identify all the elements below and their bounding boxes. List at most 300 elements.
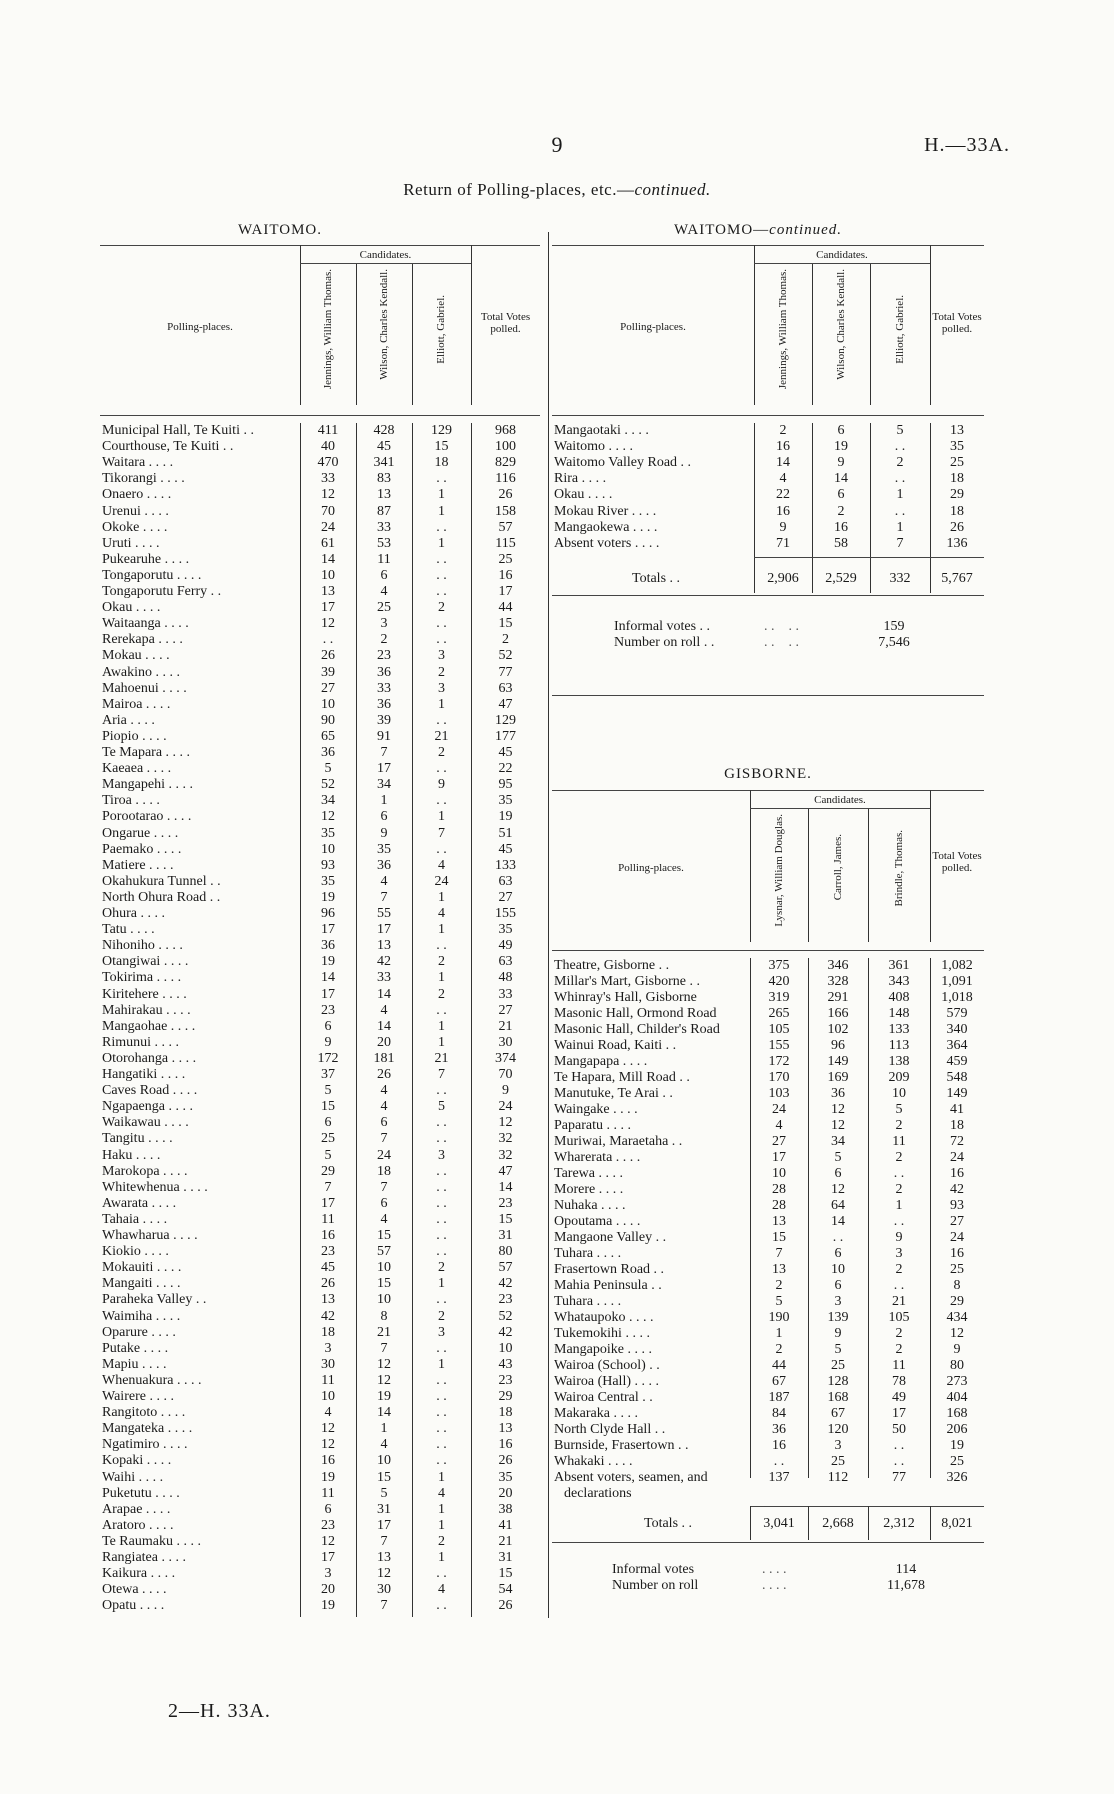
waitomo-votes-cell: 14 (377, 1018, 391, 1034)
waitomo-votes-cell: 172 (317, 1050, 339, 1066)
waitomo-cont-votes-cell: 1 (896, 487, 904, 503)
waitomo-total-cell: 52 (498, 1308, 513, 1324)
waitomo-votes-cell: 4 (380, 1437, 388, 1453)
gisborne-votes-cell: 10 (831, 1262, 845, 1277)
gisborne-row (552, 1038, 984, 1054)
column-divider (548, 232, 549, 1618)
gisborne-votes-cell: 36 (772, 1422, 786, 1437)
page-footer: 2—H. 33A. (168, 1700, 271, 1722)
waitomo-total-cell: 968 (495, 423, 516, 438)
gisborne-row (552, 1342, 984, 1358)
waitomo-place-name: Puketutu . . . . (102, 1485, 180, 1501)
waitomo-votes-cell: 45 (377, 439, 391, 455)
waitomo-place-name: Aria . . . . (102, 712, 155, 728)
gisborne-place-name: Mahia Peninsula . . (554, 1278, 662, 1293)
waitomo-place-name: Hangatiki . . . . (102, 1067, 186, 1082)
waitomo-votes-cell: 3 (438, 1324, 445, 1340)
waitomo-cont-votes-cell: 71 (776, 535, 790, 551)
gisborne-place-name: Paparatu . . . . (554, 1118, 631, 1133)
gisborne-place-name: Tukemokihi . . . . (554, 1326, 650, 1341)
waitomo-votes-cell: 57 (377, 1244, 391, 1260)
waitomo-place-name: Mokauiti . . . . (102, 1260, 182, 1276)
waitomo-row (100, 729, 540, 745)
waitomo-place-name: Waihi . . . . (102, 1469, 164, 1485)
waitomo-row (100, 1518, 540, 1534)
waitomo-votes-cell: 96 (321, 906, 335, 921)
waitomo-row (100, 1196, 540, 1212)
waitomo-votes-cell: 12 (377, 1356, 391, 1372)
waitomo-votes-cell: 1 (438, 1517, 445, 1533)
gisborne-votes-cell: 11 (892, 1134, 906, 1149)
waitomo-votes-cell: 3 (438, 1147, 445, 1163)
gisborne-votes-cell: 133 (888, 1022, 910, 1037)
waitomo-votes-cell: 5 (324, 761, 332, 777)
waitomo-votes-cell: 34 (321, 793, 335, 809)
waitomo-place-name: Haku . . . . (102, 1147, 161, 1163)
gisborne-votes-cell: 25 (831, 1358, 845, 1373)
waitomo-cont-row (552, 423, 984, 439)
gisborne-row (552, 974, 984, 990)
gisborne-total-cell: 42 (950, 1182, 964, 1197)
waitomo-votes-cell: 4 (380, 873, 388, 889)
waitomo-total-cell: 17 (498, 584, 513, 599)
waitomo-votes-cell: 33 (377, 970, 391, 986)
waitomo-place-name: Rangitoto . . . . (102, 1405, 186, 1421)
waitomo-row (100, 1325, 540, 1341)
waitomo-place-name: Waimiha . . . . (102, 1308, 181, 1324)
title-continued: continued. (634, 180, 711, 199)
waitomo-votes-cell: 61 (321, 535, 335, 551)
waitomo-place-name: Te Mapara . . . . (102, 745, 191, 760)
waitomo-votes-cell: 35 (321, 825, 335, 841)
waitomo-votes-cell: . . (436, 551, 447, 567)
waitomo-cont-totals-label: Totals . . (632, 571, 681, 586)
waitomo-votes-cell: 90 (321, 712, 335, 728)
page-number: 9 (551, 132, 563, 157)
waitomo-header (100, 245, 540, 405)
gisborne-total-cell: 459 (946, 1054, 968, 1069)
waitomo-votes-cell: 7 (380, 1131, 388, 1147)
waitomo-votes-cell: 2 (438, 986, 445, 1002)
gisborne-row (552, 1230, 984, 1246)
waitomo-votes-cell: 3 (438, 680, 445, 696)
waitomo-cont-votes-cell: 6 (837, 423, 845, 438)
waitomo-cont-place-name: Okau . . . . (554, 487, 613, 503)
waitomo-cand1-header: Jennings, William Thomas. (321, 269, 334, 390)
waitomo-row (100, 809, 540, 825)
gisborne-place-name: Wairoa (Hall) . . . . (554, 1374, 659, 1389)
waitomo-cont-heading-text: WAITOMO— (673, 222, 770, 238)
waitomo-total-cell: 15 (498, 1211, 513, 1227)
waitomo-total-cell: 80 (498, 1244, 513, 1260)
waitomo-cont-place-name: Rira . . . . (554, 471, 607, 487)
gisborne-votes-cell: 1 (775, 1326, 783, 1341)
gisborne-votes-cell: 3 (895, 1246, 903, 1261)
waitomo-total-cell: 27 (498, 1002, 513, 1018)
waitomo-votes-cell: 35 (321, 873, 335, 889)
waitomo-total-cell: 115 (495, 535, 516, 551)
waitomo-votes-cell: 9 (438, 777, 445, 793)
gisborne-absent-cand3: 77 (892, 1470, 906, 1485)
gisborne-place-name: Tarewa . . . . (554, 1166, 623, 1181)
gisborne-total-cell: 206 (946, 1422, 968, 1437)
waitomo-votes-cell: 4 (438, 1485, 445, 1501)
waitomo-votes-cell: 13 (321, 584, 335, 599)
waitomo-cont-votes-cell: 22 (776, 487, 790, 503)
waitomo-table (100, 245, 540, 1614)
gisborne-votes-cell: 166 (827, 1006, 849, 1021)
waitomo-cont-votes-cell: 16 (776, 503, 790, 519)
waitomo-total-cell: 20 (498, 1485, 513, 1501)
waitomo-votes-cell: 17 (321, 1195, 335, 1211)
gisborne-votes-cell: 2 (775, 1342, 783, 1357)
waitomo-total-cell: 35 (498, 922, 513, 938)
waitomo-cont-votes-cell: 19 (834, 439, 848, 455)
waitomo-votes-cell: 5 (380, 1485, 388, 1501)
gisborne-votes-cell: 16 (772, 1438, 786, 1453)
waitomo-votes-cell: 4 (380, 584, 388, 599)
waitomo-cont-total-cand3: 332 (889, 571, 911, 586)
waitomo-votes-cell: . . (436, 1131, 447, 1147)
waitomo-row (100, 1453, 540, 1469)
gisborne-votes-cell: 15 (772, 1230, 786, 1245)
waitomo-votes-cell: 12 (321, 1421, 335, 1437)
waitomo-votes-cell: 23 (321, 1244, 335, 1260)
gisborne-votes-cell: 187 (768, 1390, 790, 1405)
waitomo-row (100, 520, 540, 536)
waitomo-votes-cell: . . (436, 1083, 447, 1099)
gisborne-votes-cell: 2 (775, 1278, 783, 1293)
waitomo-votes-cell: 19 (377, 1389, 391, 1404)
waitomo-votes-cell: 18 (434, 455, 449, 471)
gisborne-row (552, 958, 984, 974)
gisborne-votes-cell: 7 (775, 1246, 783, 1261)
page-title (0, 180, 1114, 200)
waitomo-place-name: Mokau . . . . (102, 648, 170, 664)
waitomo-votes-cell: 15 (377, 1469, 391, 1485)
waitomo-votes-cell: 26 (377, 1067, 391, 1082)
waitomo-place-name: Pukearuhe . . . . (102, 551, 190, 567)
waitomo-cont-total-cell: 26 (950, 519, 964, 535)
waitomo-votes-cell: 411 (317, 423, 339, 438)
waitomo-votes-cell: 24 (321, 519, 335, 535)
waitomo-votes-cell: . . (436, 1372, 447, 1388)
waitomo-total-cell: 57 (498, 1260, 513, 1276)
waitomo-cont-place-name: Mangaotaki . . . . (554, 423, 649, 438)
waitomo-votes-cell: 40 (321, 439, 335, 455)
gisborne-place-name: Wainui Road, Kaiti . . (554, 1038, 677, 1053)
waitomo-votes-cell: . . (436, 1453, 447, 1469)
waitomo-row (100, 1067, 540, 1083)
waitomo-votes-cell: 21 (434, 1050, 449, 1066)
gisborne-total-cell: 16 (950, 1246, 964, 1261)
gisborne-place-name: Wharerata . . . . (554, 1150, 641, 1165)
gisborne-votes-cell: 34 (831, 1134, 845, 1149)
gisborne-votes-cell: 13 (772, 1262, 786, 1277)
waitomo-votes-cell: . . (436, 632, 447, 648)
waitomo-place-name: Courthouse, Te Kuiti . . (102, 439, 234, 455)
gisborne-total-cell: 27 (950, 1214, 964, 1229)
waitomo-votes-cell: 19 (321, 889, 335, 905)
waitomo-votes-cell: 7 (380, 1179, 388, 1195)
waitomo-votes-cell: . . (436, 1195, 447, 1211)
waitomo-row (100, 455, 540, 471)
waitomo-votes-cell: . . (436, 1389, 447, 1404)
waitomo-total-cell: 32 (498, 1131, 513, 1147)
gisborne-votes-cell: 27 (772, 1134, 786, 1149)
waitomo-place-name: Arapae . . . . (102, 1501, 171, 1517)
waitomo-row (100, 1534, 540, 1550)
waitomo-votes-cell: 14 (377, 986, 391, 1002)
waitomo-votes-cell: 20 (377, 1034, 391, 1050)
waitomo-row (100, 584, 540, 600)
gisborne-votes-cell: 2 (895, 1262, 903, 1277)
gisborne-row (552, 1118, 984, 1134)
waitomo-votes-cell: 6 (380, 1115, 388, 1131)
gisborne-place-name: Theatre, Gisborne . . (554, 958, 670, 973)
waitomo-row (100, 1164, 540, 1180)
waitomo-total-cell: 45 (498, 745, 513, 760)
waitomo-place-name: Opatu . . . . (102, 1598, 165, 1614)
waitomo-votes-cell: 12 (377, 1566, 391, 1582)
waitomo-votes-cell: 10 (377, 1260, 391, 1276)
waitomo-row (100, 1003, 540, 1019)
waitomo-votes-cell: 2 (380, 632, 388, 648)
waitomo-row (100, 890, 540, 906)
waitomo-votes-cell: 9 (380, 825, 388, 841)
waitomo-cont-votes-cell: 2 (837, 503, 845, 519)
waitomo-row (100, 1292, 540, 1308)
waitomo-total-cell: 18 (498, 1405, 513, 1421)
gisborne-place-name: Whataupoko . . . . (554, 1310, 654, 1325)
waitomo-votes-cell: 27 (321, 680, 335, 696)
waitomo-votes-cell: . . (436, 1228, 447, 1243)
gisborne-votes-cell: 1 (895, 1198, 903, 1213)
gisborne-total-header: Total Votes polled. (932, 850, 982, 874)
waitomo-cont-cand2-header: Wilson, Charles Kendall. (834, 269, 847, 380)
waitomo-cont-votes-cell: 5 (896, 423, 904, 438)
gisborne-row (552, 1358, 984, 1374)
waitomo-cont-votes-cell: 14 (834, 471, 848, 487)
waitomo-row (100, 1421, 540, 1437)
gisborne-place-name: Muriwai, Maraetaha . . (554, 1134, 683, 1149)
waitomo-votes-cell: 12 (321, 487, 335, 503)
waitomo-cont-votes-cell: 14 (776, 455, 790, 471)
waitomo-votes-cell: 8 (380, 1308, 388, 1324)
waitomo-votes-cell: . . (436, 1163, 447, 1179)
waitomo-row (100, 745, 540, 761)
waitomo-row (100, 681, 540, 697)
gisborne-votes-cell: 149 (827, 1054, 849, 1069)
waitomo-row (100, 616, 540, 632)
waitomo-cont-place-name: Mangaokewa . . . . (554, 519, 658, 535)
waitomo-votes-cell: 1 (438, 922, 445, 938)
waitomo-votes-cell: . . (436, 1292, 447, 1308)
gisborne-row (552, 1070, 984, 1086)
gisborne-votes-cell: 28 (772, 1182, 786, 1197)
waitomo-votes-cell: 17 (377, 1517, 391, 1533)
waitomo-votes-cell: 17 (321, 1550, 335, 1565)
gisborne-place-name: Opoutama . . . . (554, 1214, 641, 1229)
waitomo-row (100, 665, 540, 681)
waitomo-total-cell: 9 (502, 1083, 509, 1099)
gisborne-roll-row (612, 1578, 984, 1594)
waitomo-votes-cell: 11 (377, 551, 391, 567)
waitomo-total-cell: 155 (495, 906, 516, 921)
waitomo-total-cell: 116 (495, 471, 516, 487)
gisborne-row (552, 1406, 984, 1422)
waitomo-votes-cell: 17 (321, 600, 335, 616)
waitomo-row (100, 1341, 540, 1357)
waitomo-place-name: Okau . . . . (102, 600, 161, 616)
waitomo-votes-cell: 1 (438, 889, 445, 905)
gisborne-votes-cell: 3 (834, 1294, 842, 1309)
waitomo-votes-cell: 6 (380, 1195, 388, 1211)
gisborne-votes-cell: 5 (834, 1150, 842, 1165)
waitomo-votes-cell: 12 (321, 1533, 335, 1549)
waitomo-votes-cell: . . (436, 1244, 447, 1260)
gisborne-place-name: Tuhara . . . . (554, 1294, 622, 1309)
gisborne-row (552, 1182, 984, 1198)
waitomo-votes-cell: 30 (377, 1582, 391, 1598)
waitomo-total-cell: 23 (498, 1195, 513, 1211)
waitomo-votes-cell: 24 (377, 1147, 391, 1163)
waitomo-votes-cell: . . (436, 938, 447, 954)
waitomo-cont-total-cell: 18 (950, 503, 964, 519)
waitomo-total-cell: 31 (498, 1228, 513, 1243)
gisborne-total-cand2: 2,668 (822, 1516, 854, 1531)
waitomo-votes-cell: 25 (321, 1131, 335, 1147)
gisborne-votes-cell: 17 (892, 1406, 906, 1421)
waitomo-votes-cell: 19 (321, 1598, 335, 1614)
waitomo-votes-cell: 16 (321, 1228, 335, 1243)
waitomo-votes-cell: . . (436, 1405, 447, 1421)
waitomo-row (100, 1099, 540, 1115)
waitomo-votes-cell: 52 (321, 777, 335, 793)
waitomo-votes-cell: 55 (377, 906, 391, 921)
waitomo-total-cell: 51 (498, 825, 513, 841)
gisborne-place-name: Burnside, Frasertown . . (554, 1438, 689, 1453)
waitomo-total-cell: 29 (498, 1389, 513, 1404)
gisborne-votes-cell: 113 (888, 1038, 910, 1053)
waitomo-votes-cell: 10 (377, 1453, 391, 1469)
waitomo-row (100, 1598, 540, 1614)
gisborne-votes-cell: 11 (892, 1358, 906, 1373)
gisborne-votes-cell: 14 (831, 1214, 845, 1229)
waitomo-cont-roll-value: 7,546 (878, 635, 910, 650)
waitomo-row (100, 1148, 540, 1164)
waitomo-votes-cell: . . (322, 632, 334, 648)
waitomo-votes-cell: 11 (321, 1372, 335, 1388)
waitomo-row (100, 1051, 540, 1067)
gisborne-total-cell: 93 (950, 1198, 964, 1213)
waitomo-votes-cell: 2 (438, 1260, 445, 1276)
waitomo-votes-cell: 6 (380, 809, 388, 825)
gisborne-row (552, 1054, 984, 1070)
waitomo-votes-cell: 87 (377, 503, 391, 519)
waitomo-votes-cell: 23 (321, 1002, 335, 1018)
gisborne-informal-label: Informal votes (612, 1562, 695, 1577)
waitomo-cont-total-cell: 136 (946, 535, 968, 551)
waitomo-votes-cell: . . (436, 616, 447, 632)
waitomo-votes-cell: . . (436, 471, 447, 487)
waitomo-votes-cell: 1 (438, 535, 445, 551)
waitomo-votes-cell: 15 (321, 1099, 335, 1115)
waitomo-votes-cell: . . (436, 1598, 447, 1614)
waitomo-votes-cell: 5 (324, 1083, 332, 1099)
waitomo-cont-heading-italic: continued. (769, 222, 843, 238)
gisborne-votes-cell: 319 (768, 990, 790, 1005)
waitomo-cont-total-cand1: 2,906 (767, 571, 799, 586)
gisborne-votes-cell: 96 (831, 1038, 845, 1053)
waitomo-row (100, 1502, 540, 1518)
waitomo-place-name: Rangiatea . . . . (102, 1550, 186, 1565)
waitomo-votes-cell: 1 (438, 1276, 445, 1292)
waitomo-votes-cell: . . (436, 567, 447, 583)
waitomo-place-name: Kaikura . . . . (102, 1566, 176, 1582)
waitomo-row (100, 938, 540, 954)
gisborne-votes-cell: 105 (768, 1022, 790, 1037)
gisborne-polling-header: Polling-places. (618, 862, 684, 874)
waitomo-votes-cell: 93 (321, 857, 335, 873)
gisborne-votes-cell: 10 (772, 1166, 786, 1181)
waitomo-row (100, 1228, 540, 1244)
gisborne-votes-cell: 155 (768, 1038, 790, 1053)
waitomo-votes-cell: 42 (377, 954, 391, 970)
waitomo-row (100, 922, 540, 938)
waitomo-votes-cell: 1 (438, 1501, 445, 1517)
gisborne-votes-cell: . . (893, 1438, 905, 1453)
gisborne-row (552, 1390, 984, 1406)
gisborne-place-name: Millar's Mart, Gisborne . . (554, 974, 701, 989)
waitomo-total-cell: 25 (498, 551, 513, 567)
waitomo-row (100, 648, 540, 664)
gisborne-cand1-header: Lysnar, William Douglas. (772, 814, 785, 927)
waitomo-votes-cell: 33 (377, 680, 391, 696)
waitomo-total-cell: 21 (498, 1018, 513, 1034)
document-reference: H.—33A. (924, 134, 1010, 156)
gisborne-total-cell: 1,091 (941, 974, 973, 989)
gisborne-votes-cell: 420 (768, 974, 790, 989)
gisborne-cand3-header: Brindle, Thomas. (892, 830, 905, 907)
waitomo-total-cell: 27 (498, 889, 513, 905)
waitomo-votes-cell: 4 (438, 1582, 445, 1598)
gisborne-votes-cell: . . (832, 1230, 844, 1245)
gisborne-votes-cell: 10 (892, 1086, 906, 1101)
gisborne-votes-cell: 209 (888, 1070, 910, 1085)
waitomo-cont-roll-row: Number on roll . . . . . . 7,546 (614, 635, 984, 651)
waitomo-place-name: Tongaporutu . . . . (102, 567, 202, 583)
gisborne-place-name: Whinray's Hall, Gisborne (554, 990, 697, 1005)
waitomo-total-cell: 47 (498, 696, 513, 712)
gisborne-votes-cell: 105 (888, 1310, 910, 1325)
gisborne-votes-cell: 148 (888, 1006, 910, 1021)
waitomo-cont-total-cell: 18 (950, 471, 964, 487)
gisborne-votes-cell: 64 (831, 1198, 845, 1213)
waitomo-total-cell: 52 (498, 648, 513, 664)
waitomo-row (100, 1550, 540, 1566)
waitomo-place-name: Tokirima . . . . (102, 970, 182, 986)
waitomo-place-name: Mahoenui . . . . (102, 680, 187, 696)
title-text: Return of Polling-places, etc.— (403, 180, 635, 199)
waitomo-total-cell: 57 (498, 519, 513, 535)
gisborne-votes-cell: 2 (895, 1118, 903, 1133)
gisborne-total-all: 8,021 (941, 1516, 973, 1531)
gisborne-total-cell: 1,018 (941, 990, 973, 1005)
gisborne-votes-cell: 12 (831, 1118, 845, 1133)
gisborne-row (552, 1198, 984, 1214)
gisborne-place-name: Masonic Hall, Ormond Road (554, 1006, 717, 1021)
